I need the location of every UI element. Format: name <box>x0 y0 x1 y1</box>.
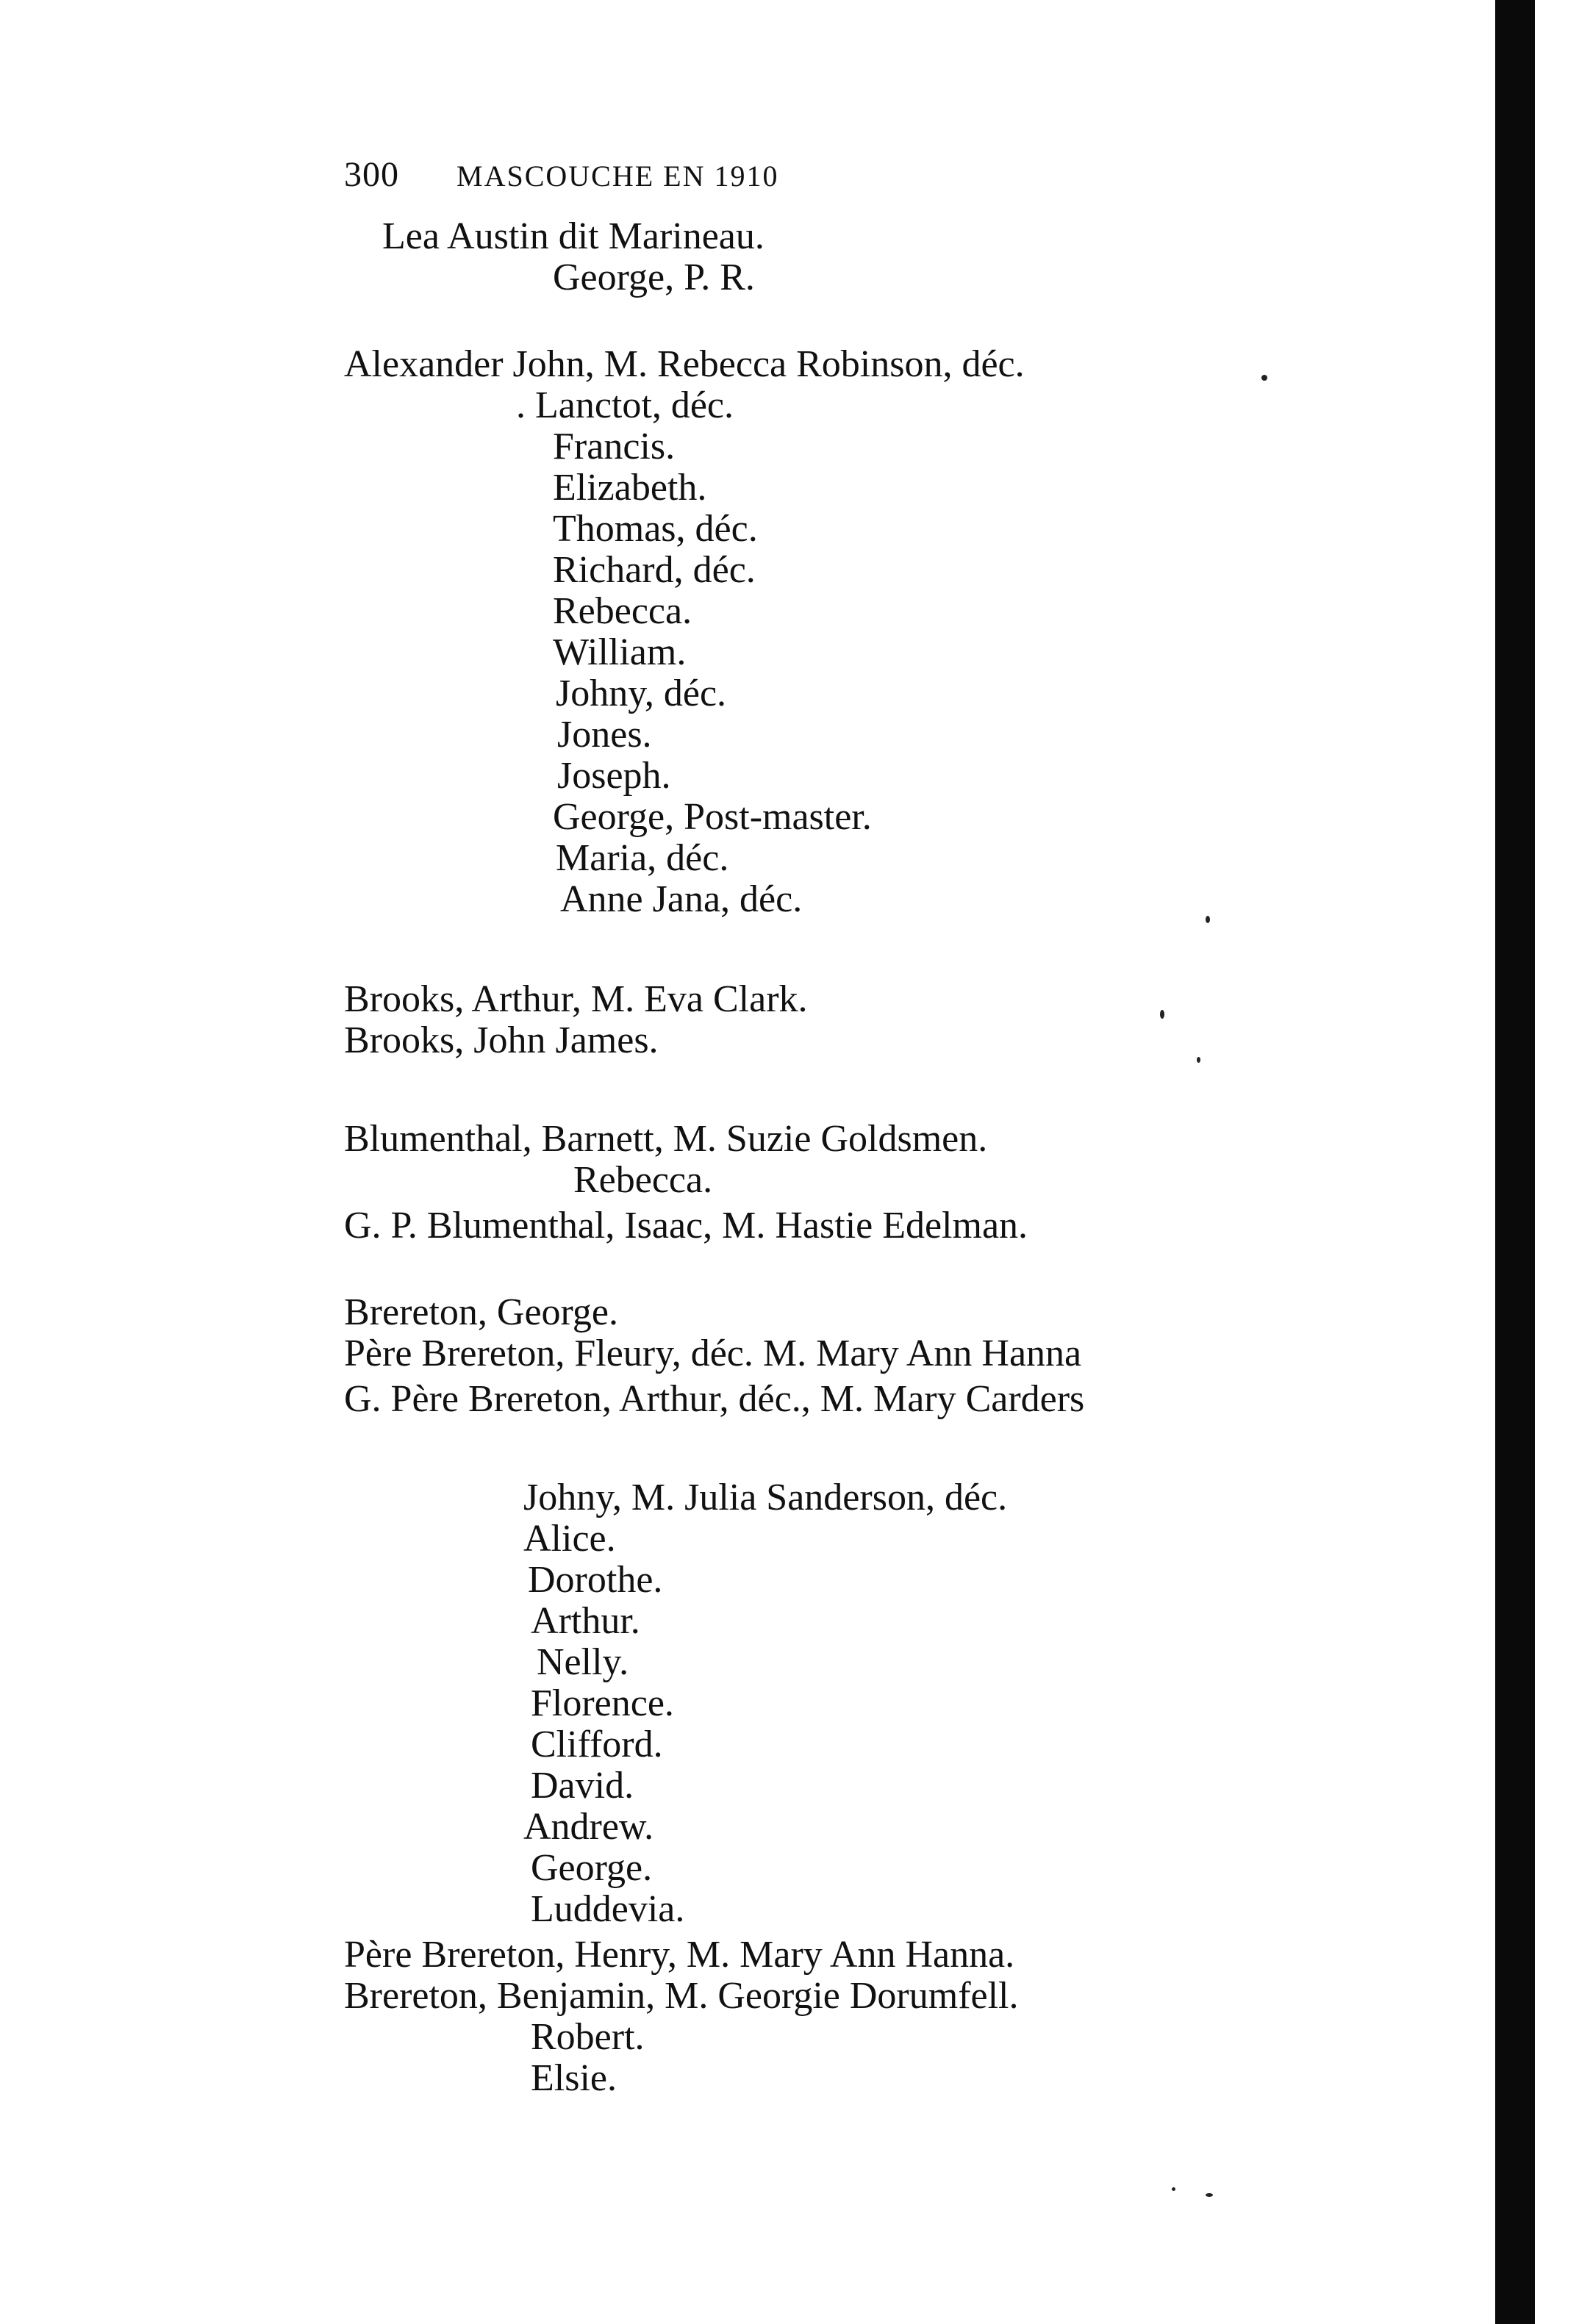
entry-line: Brereton, George. <box>344 1291 619 1333</box>
entry-line: Brereton, Benjamin, M. Georgie Dorumfell. <box>344 1975 1019 2017</box>
entry-line: Nelly. <box>537 1641 629 1683</box>
entry-line: Elizabeth. <box>553 467 707 509</box>
binding-edge <box>1495 0 1535 2324</box>
entry-line: Thomas, déc. <box>553 508 758 550</box>
entry-line: Père Brereton, Fleury, déc. M. Mary Ann Hanna <box>344 1333 1082 1374</box>
entry-line: Brooks, John James. <box>344 1019 659 1061</box>
entry-line: George. <box>531 1847 653 1889</box>
entry-line: . Lanctot, déc. <box>516 384 734 426</box>
entry-line: Dorothe. <box>528 1559 663 1601</box>
entry-line: Elsie. <box>531 2057 617 2099</box>
entry-line: Anne Jana, déc. <box>560 878 803 920</box>
entry-line: G. P. Blumenthal, Isaac, M. Hastie Edelman. <box>344 1205 1028 1247</box>
entry-line: Johny, M. Julia Sanderson, déc. <box>523 1477 1008 1518</box>
entry-line: David. <box>531 1765 634 1807</box>
entry-line: Rebecca. <box>573 1159 713 1201</box>
entry-line: Alexander John, M. Rebecca Robinson, déc. <box>344 343 1025 385</box>
entry-line: Richard, déc. <box>553 549 756 591</box>
entry-line: Blumenthal, Barnett, M. Suzie Goldsmen. <box>344 1118 988 1160</box>
entry-line: Francis. <box>553 426 676 467</box>
entry-line: Luddevia. <box>531 1888 685 1930</box>
entry-line: G. Père Brereton, Arthur, déc., M. Mary Carders <box>344 1378 1085 1420</box>
entry-line: Clifford. <box>531 1724 663 1765</box>
entry-line: Florence. <box>531 1682 674 1724</box>
entry-line: George, P. R. <box>553 257 755 298</box>
scan-speck <box>1206 2193 1213 2197</box>
entry-line: Maria, déc. <box>556 837 729 879</box>
page-header <box>344 154 778 206</box>
scan-speck <box>1160 1010 1164 1019</box>
scan-speck <box>1172 2187 1175 2191</box>
entry-line: Robert. <box>531 2016 645 2058</box>
entry-line: Père Brereton, Henry, M. Mary Ann Hanna. <box>344 1934 1015 1976</box>
entry-line: Arthur. <box>531 1600 640 1642</box>
entry-line: Alice. <box>523 1518 616 1560</box>
entry-line: Brooks, Arthur, M. Eva Clark. <box>344 978 808 1020</box>
entry-line: Jones. <box>557 714 652 756</box>
scan-speck <box>1206 916 1210 923</box>
entry-line: Joseph. <box>557 755 671 797</box>
page-number: 300 <box>344 155 399 194</box>
scan-speck <box>1261 375 1267 381</box>
entry-line: Andrew. <box>523 1806 654 1848</box>
entry-line: William. <box>553 631 687 673</box>
entry-line: George, Post-master. <box>553 796 872 838</box>
scan-speck <box>1197 1057 1200 1063</box>
running-title: MASCOUCHE EN 1910 <box>456 159 779 193</box>
entry-line: Johny, déc. <box>556 673 727 714</box>
entry-line: Rebecca. <box>553 590 692 632</box>
entry-line: Lea Austin dit Marineau. <box>382 215 765 257</box>
